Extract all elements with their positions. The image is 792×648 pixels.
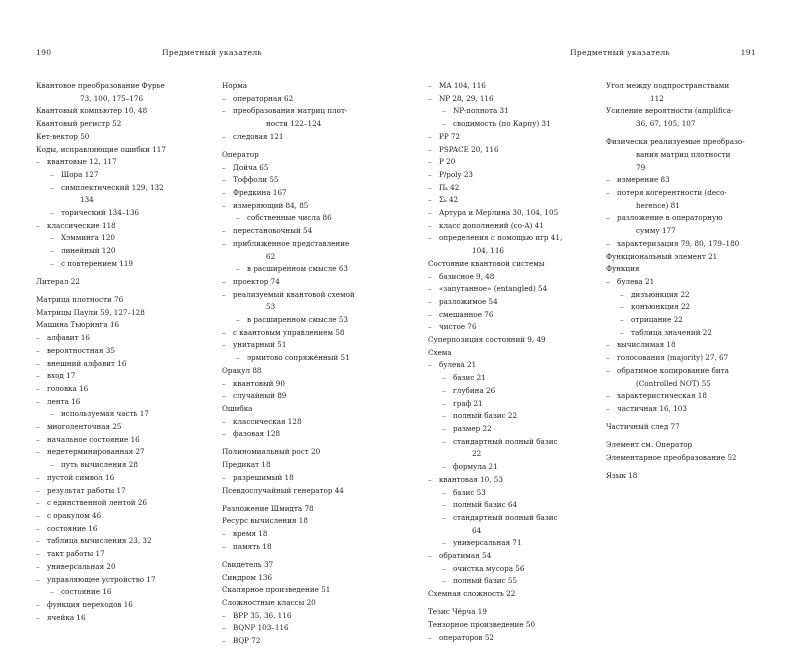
index-entry: Полиномиальный рост 20 [222,447,321,457]
index-entry: – Тоффоли 55 [222,174,397,187]
index-entry: Матрица плотности 76 [36,295,124,305]
index-entry: – PP 72 [428,131,603,144]
index-entry: Функция [606,264,640,274]
index-entry: – фазовая 128 [222,428,397,441]
index-entry: Синдром 136 [222,572,273,582]
index-entry: Квантовое преобразование Фурье [36,81,165,90]
index-entry: – Дойча 65 [222,162,397,175]
index-entry: 64 [472,525,482,535]
index-entry: – вход 17 [36,370,211,383]
index-entry: – булева 21 [606,276,786,289]
index-entry: – универсальная 71 [428,537,603,550]
index-entry: – характеризация 79, 80, 179–180 [606,238,786,251]
index-entry: Схема [428,347,452,357]
index-entry: – Артура и Мерлина 30, 104, 105 [428,207,603,220]
index-entry: – «запутанное» (entangled) 54 [428,283,603,296]
index-entry: Матрицы Паули 59, 127–128 [36,307,145,317]
index-entry: – следовая 121 [222,131,397,144]
index-entry: 62 [266,251,276,261]
index-entry: Разложение Шмидта 78 [222,503,314,513]
index-entry: (Controlled NOT) 55 [636,378,711,388]
index-entry: – базис 53 [428,487,603,500]
index-entry: Псевдослучайный генератор 44 [222,485,344,495]
index-entry: – алфавит 16 [36,332,211,345]
index-entry: – линейный 120 [36,245,211,258]
index-entry: Суперпозиция состояний 9, 49 [428,335,546,345]
index-entry: Физически реализуемые преобразо- [606,137,745,147]
index-entry: Предикат 18 [222,460,271,470]
index-entry: Норма [222,81,248,90]
index-entry: – NP 28, 29, 116 [428,93,603,106]
index-entry: Угол между подпространствами [606,81,730,90]
index-entry: – Фредкина 167 [222,187,397,200]
index-entry: – преобразования матриц плот- [222,105,397,118]
index-entry: – торический 134–136 [36,207,211,220]
index-entry: Тензорное произведение 50 [428,619,536,629]
index-entry: – формула 21 [428,461,603,474]
index-entry: – граф 21 [428,398,603,411]
index-entry: Элемент см. Оператор [606,440,693,450]
index-entry: – многоленточная 25 [36,421,211,434]
index-entry: – функция переходов 16 [36,599,211,612]
index-column [606,80,786,483]
index-entry: 112 [650,93,664,103]
index-entry: – PSPACE 20, 116 [428,144,603,157]
index-entry: Оператор [222,149,259,159]
index-entry: Коды, исправляющие ошибки 117 [36,144,166,154]
index-entry: Скалярное произведение 51 [222,585,331,595]
index-entry: вания матриц плотности [636,149,731,159]
index-entry: – булева 21 [428,359,603,372]
index-entry: – ячейка 16 [36,612,211,625]
index-entry: Схемная сложность 22 [428,589,516,599]
index-entry: – класс дополнений (co-A) 41 [428,220,603,233]
index-entry: – время 18 [222,528,397,541]
index-entry: – в расширенном смысле 63 [222,263,397,276]
index-entry: – смешанное 76 [428,309,603,322]
index-entry: – разложимое 54 [428,296,603,309]
index-entry: – конъюнкция 22 [606,301,786,314]
index-entry: Квантовый компьютер 10, 48 [36,106,148,116]
index-entry: 134 [80,195,94,205]
index-entry: – вычислимая 18 [606,339,786,352]
index-entry: – очистка мусора 56 [428,563,603,576]
index-entry: – разложение в операторную [606,212,786,225]
index-column [428,80,603,644]
index-column [36,80,211,624]
index-entry: Язык 18 [606,470,638,480]
index-entry: – голосования (majority) 27, 67 [606,352,786,365]
index-entry: – потеря когерентности (deco- [606,187,786,200]
index-entry: – дизъюнкция 22 [606,289,786,302]
index-entry: ности 122–124 [266,119,322,129]
running-head: Предметный указатель [162,48,262,57]
index-entry: – таблица вычисления 23, 32 [36,535,211,548]
index-entry: Кет-вектор 50 [36,131,90,141]
index-entry: – проектор 74 [222,276,397,289]
index-entry: – Σₖ 42 [428,194,603,207]
index-entry: – отрицание 22 [606,314,786,327]
index-entry: – обратимая 54 [428,550,603,563]
index-entry: – глубина 26 [428,385,603,398]
index-entry: – классическая 128 [222,416,397,429]
index-entry: – реализуемый квантовой схемой [222,289,397,302]
index-entry: – квантовые 12, 117 [36,156,211,169]
index-entry: – пустой символ 16 [36,472,211,485]
index-entry: – разрешимый 18 [222,472,397,485]
index-entry: Усиление вероятности (amplifica- [606,106,734,116]
index-entry: – квантовый 90 [222,378,397,391]
index-entry: Состояние квантовой системы [428,258,545,268]
index-entry: – BQP 72 [222,635,397,648]
index-entry: – управляющее устройство 17 [36,574,211,587]
index-entry: – универсальная 20 [36,561,211,574]
index-entry: – в расширенном смысле 53 [222,314,397,327]
index-entry: – полный базис 55 [428,575,603,588]
index-entry: – с квантовым управлением 58 [222,327,397,340]
index-entry: – результат работы 17 [36,485,211,498]
index-entry: – используемая часть 17 [36,408,211,421]
index-entry: – путь вычисления 28 [36,459,211,472]
index-entry: – BPP 35, 36, 116 [222,610,397,623]
index-entry: Свидетель 37 [222,559,274,569]
index-entry: – с единственной лентой 26 [36,497,211,510]
index-entry: – квантовая 10, 53 [428,474,603,487]
index-entry: – определения с помощью игр 41, [428,232,603,245]
index-entry: – операторная 62 [222,93,397,106]
index-entry: – такт работы 17 [36,548,211,561]
index-entry: – полный базис 22 [428,410,603,423]
index-entry: – операторов 52 [428,632,603,645]
index-entry: – собственные числа 86 [222,212,397,225]
index-entry: Машина Тьюринга 16 [36,320,120,330]
index-entry: – состояние 16 [36,586,211,599]
index-entry: – MA 104, 116 [428,80,603,93]
right-page-header [432,48,756,60]
index-entry: – лента 16 [36,396,211,409]
index-entry: Ошибка [222,403,253,413]
index-entry: – BQNP 103–116 [222,622,397,635]
index-entry: 79 [636,162,646,172]
index-entry: – таблица значений 22 [606,327,786,340]
index-entry: – P 20 [428,156,603,169]
index-entry: – P/poly 23 [428,169,603,182]
index-entry: – чистое 76 [428,321,603,334]
index-entry: – полный базис 64 [428,499,603,512]
index-entry: – состояние 16 [36,523,211,536]
index-entry: – базисное 9, 48 [428,271,603,284]
index-entry: – головка 16 [36,383,211,396]
index-entry: – с оракулом 46 [36,510,211,523]
index-entry: – вероятностная 35 [36,345,211,358]
index-entry: – эрмитово сопряжённый 51 [222,352,397,365]
index-entry: – внешний алфавит 16 [36,358,211,371]
index-entry: – начальное состояние 16 [36,434,211,447]
index-entry: – унитарный 51 [222,339,397,352]
index-entry: – симплектический 129, 132 [36,182,211,195]
index-entry: – классические 118 [36,220,211,233]
index-entry: 36, 67, 105, 107 [636,119,696,129]
right-page [396,0,792,642]
index-entry: 104, 116 [472,246,505,256]
index-entry: – случайный 89 [222,390,397,403]
index-column [222,80,397,648]
index-entry: 22 [472,449,482,459]
index-entry: Литерал 22 [36,276,80,286]
index-entry: Квантовый регистр 52 [36,119,122,129]
index-entry: – Шора 127 [36,169,211,182]
index-entry: – стандартный полный базис [428,436,603,449]
index-entry: Сложностные классы 20 [222,597,316,607]
index-entry: Тезис Чёрча 19 [428,607,487,617]
index-entry: Функциональный элемент 21 [606,251,718,261]
index-entry: – измеряющий 84, 85 [222,200,397,213]
left-page-header [36,48,360,60]
index-entry: Элементарное преобразование 52 [606,452,737,462]
index-entry: – стандартный полный базис [428,512,603,525]
index-entry: herence) 81 [636,200,680,210]
index-entry: 53 [266,302,276,312]
index-entry: Ресурс вычисления 18 [222,516,308,526]
index-entry: – обратимое копирование бита [606,365,786,378]
index-entry: – NP-полнота 31 [428,105,603,118]
index-entry: – характеристическая 18 [606,390,786,403]
index-entry: – с повтерением 119 [36,258,211,271]
running-head: Предметный указатель [570,48,670,57]
page-number: 191 [740,48,756,57]
index-entry: – сводимость (по Карпу) 31 [428,118,603,131]
left-page [0,0,396,646]
index-entry: – частичная 16, 103 [606,403,786,416]
index-entry: – базис 21 [428,372,603,385]
index-entry: Частичный след 77 [606,422,680,432]
index-entry: сумму 177 [636,226,676,236]
index-entry: 73, 100, 175–176 [80,93,144,103]
index-entry: – приближенное представление [222,238,397,251]
index-entry: – Хэмминга 120 [36,232,211,245]
index-entry: – память 18 [222,541,397,554]
index-entry: – недетерминированная 27 [36,446,211,459]
index-entry: – Πₖ 42 [428,182,603,195]
index-entry: – перестановочный 54 [222,225,397,238]
index-entry: – измерение 83 [606,174,786,187]
index-entry: – размер 22 [428,423,603,436]
page-number: 190 [36,48,52,57]
index-entry: Оракул 88 [222,365,262,375]
